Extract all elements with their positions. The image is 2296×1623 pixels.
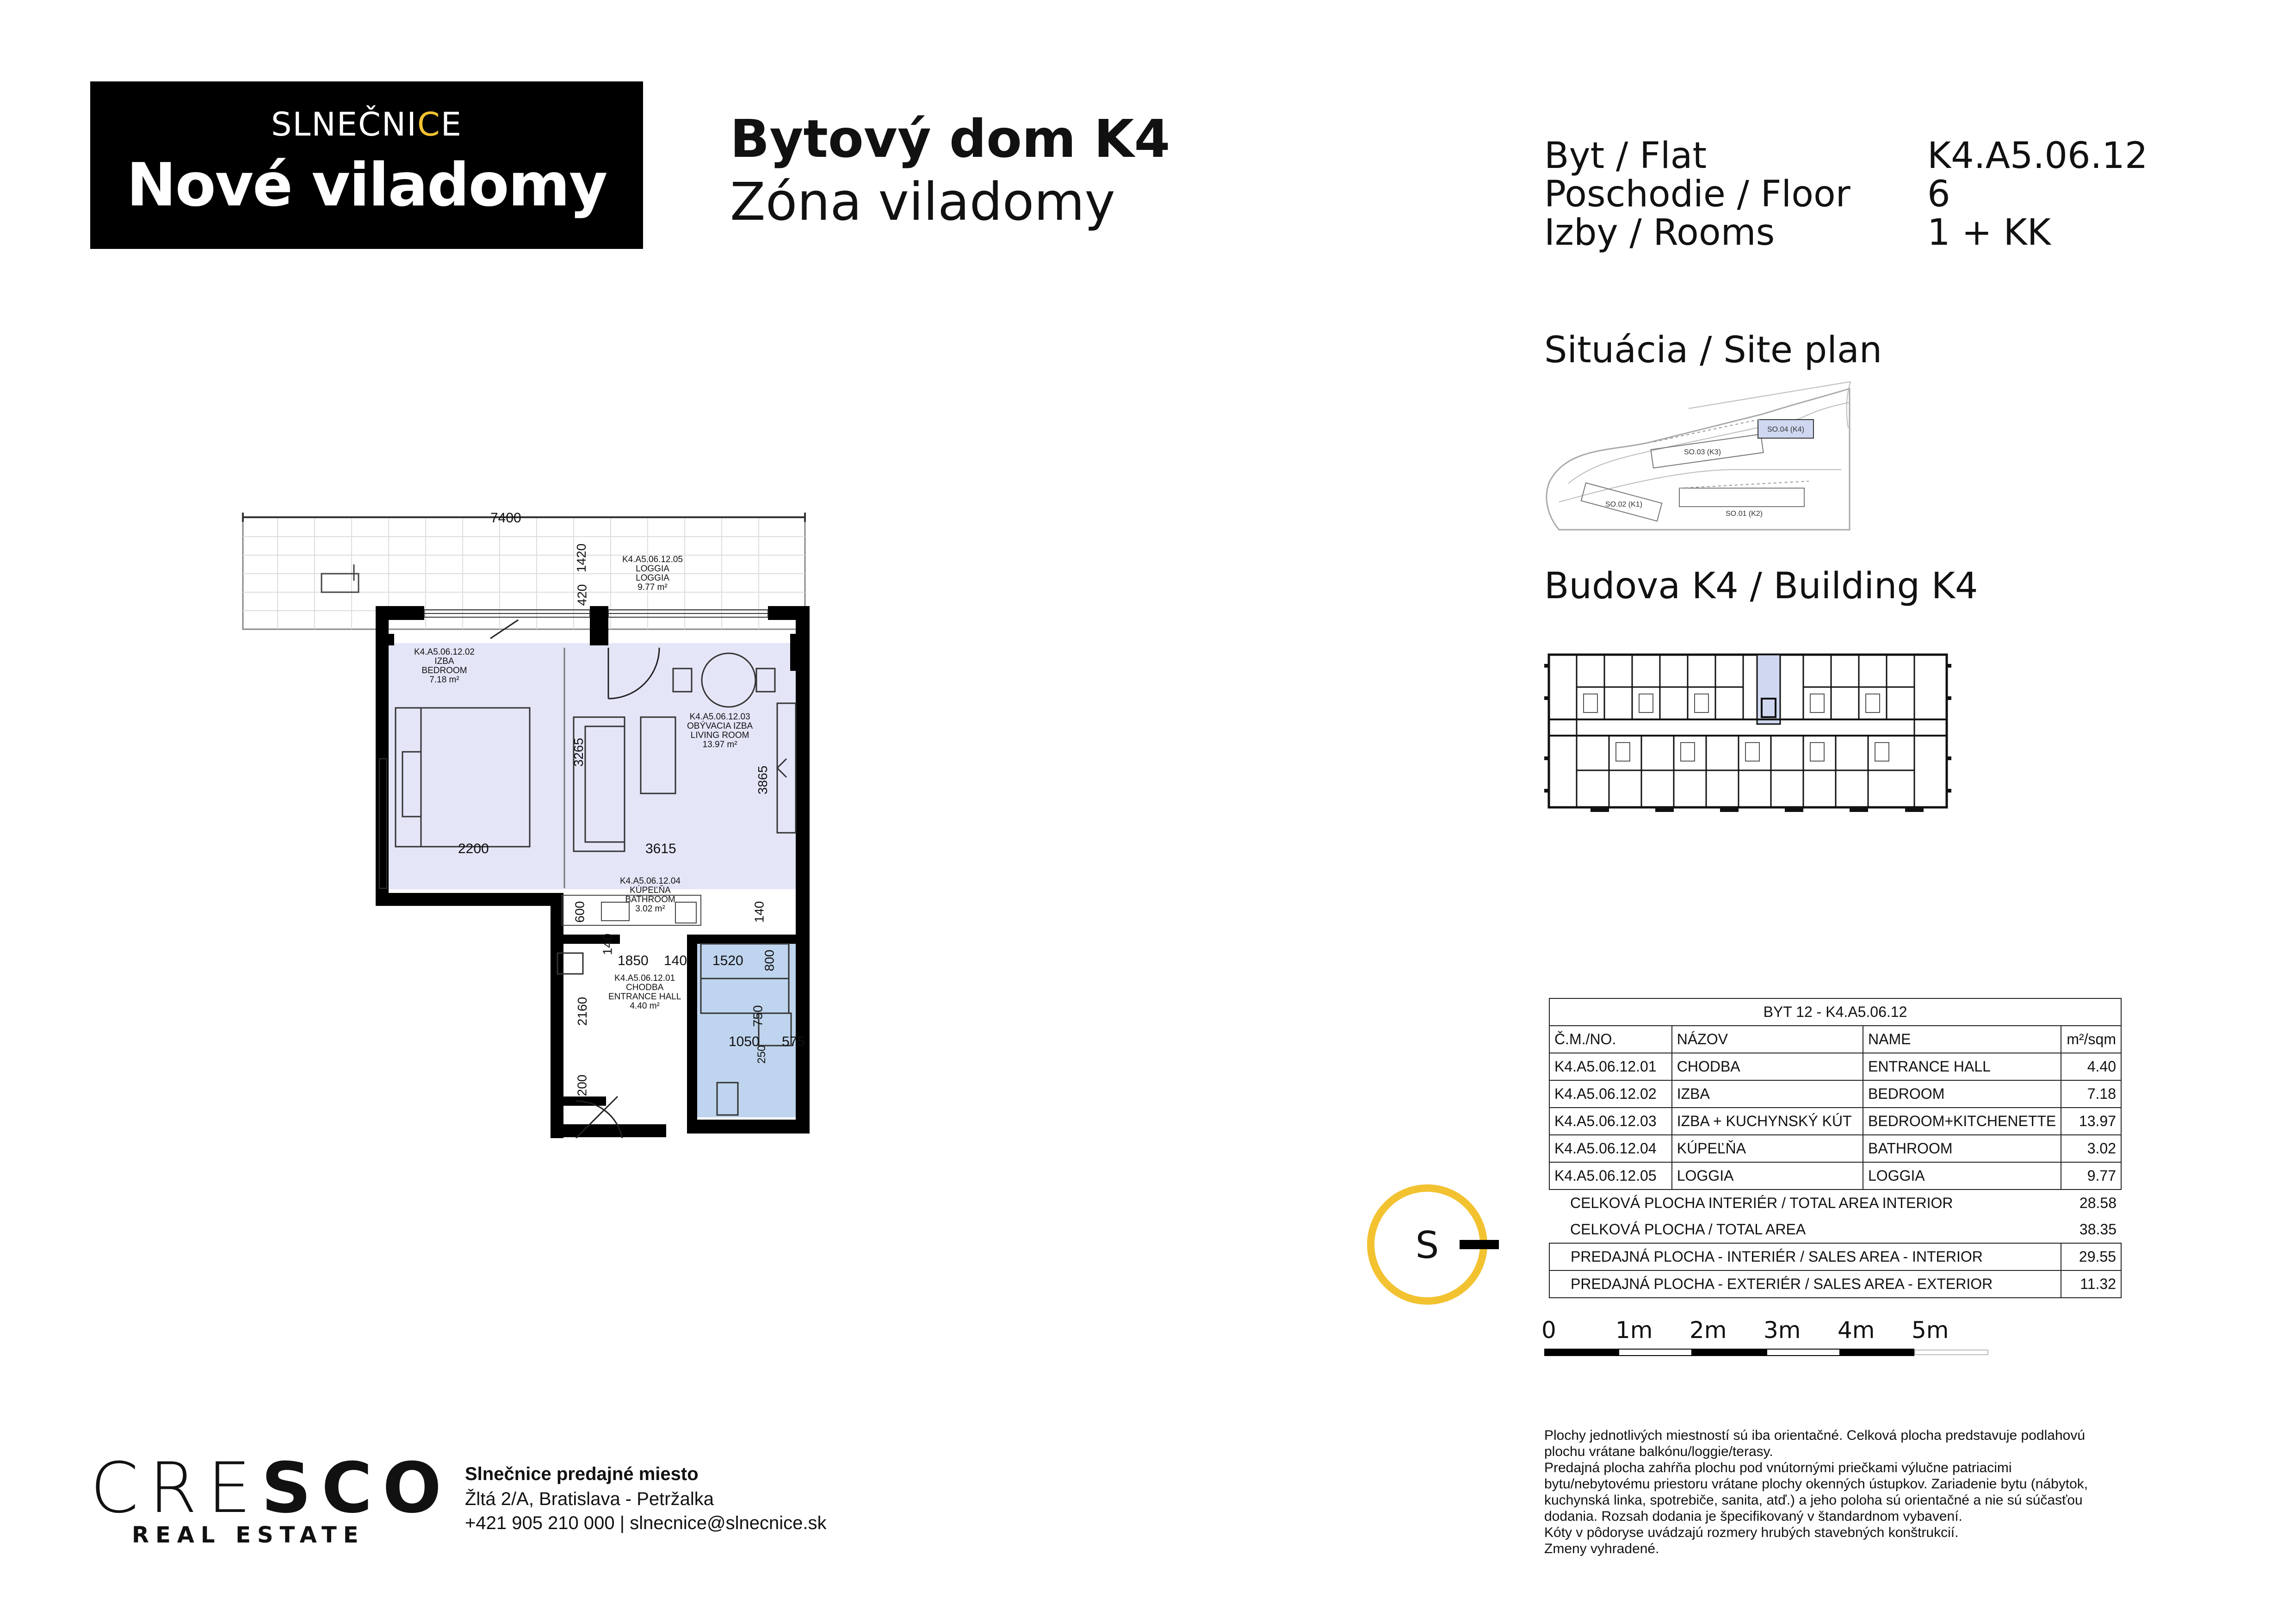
flat-label: Byt / Flat bbox=[1544, 135, 1707, 177]
scale-label: 2m bbox=[1690, 1317, 1727, 1344]
site-label-so02: SO.02 (K1) bbox=[1605, 501, 1643, 508]
dim-wc-w: 1050 bbox=[729, 1034, 760, 1049]
room-label-loggia: K4.A5.06.12.05 LOGGIA LOGGIA 9.77 m² bbox=[622, 555, 683, 592]
floor-plan bbox=[231, 500, 851, 1138]
flat-value: K4.A5.06.12 bbox=[1927, 135, 2148, 177]
room-label-bedroom: K4.A5.06.12.02 IZBA BEDROOM 7.18 m² bbox=[414, 647, 475, 685]
dim-living-h: 3865 bbox=[755, 765, 770, 795]
page-subtitle: Zóna viladomy bbox=[730, 172, 1115, 232]
building-floor-plan bbox=[1544, 650, 1951, 817]
table-row: K4.A5.06.12.03 IZBA + KUCHYNSKÝ KÚT BEDROOM+KITCHENETTE 13.97 bbox=[1549, 1108, 2121, 1135]
rooms-label: Izby / Rooms bbox=[1544, 212, 1775, 254]
table-row: K4.A5.06.12.04 KÚPEĽŇA BATHROOM 3.02 bbox=[1549, 1135, 2121, 1162]
building-heading: Budova K4 / Building K4 bbox=[1544, 565, 1978, 607]
dim-bed-w: 2200 bbox=[458, 841, 489, 856]
col-header-nazov: NÁZOV bbox=[1672, 1026, 1863, 1053]
logo bbox=[90, 81, 643, 249]
dim-140-mid: 140 bbox=[664, 953, 687, 968]
table-header-row bbox=[1549, 1026, 2121, 1053]
total-row: CELKOVÁ PLOCHA INTERIÉR / TOTAL AREA INTERIOR 28.58 bbox=[1570, 1195, 2117, 1211]
dim-living-w: 3615 bbox=[645, 841, 676, 856]
scale-label: 3m bbox=[1764, 1317, 1801, 1344]
scale-label: 0 bbox=[1541, 1317, 1556, 1344]
dim-wc-w2: 575 bbox=[782, 1034, 805, 1049]
dim-hall-h: 2160 bbox=[575, 997, 590, 1026]
site-plan-map bbox=[1541, 377, 1855, 532]
contact-title: Slnečnice predajné miesto bbox=[465, 1464, 699, 1484]
dim-bed-h: 3265 bbox=[571, 737, 586, 767]
cresco-logo: CRESCO bbox=[90, 1448, 452, 1529]
area-table bbox=[1549, 998, 2122, 1298]
page-title: Bytový dom K4 bbox=[730, 109, 1170, 169]
compass-label: S bbox=[1415, 1224, 1439, 1267]
dim-140-left: 140 bbox=[600, 933, 615, 955]
dim-bath-w: 1520 bbox=[712, 953, 743, 968]
table-caption: BYT 12 - K4.A5.06.12 bbox=[1549, 998, 2121, 1026]
dim-loggia-h2: 420 bbox=[575, 584, 589, 606]
room-label-hall: K4.A5.06.12.01 CHODBA ENTRANCE HALL 4.40 m² bbox=[608, 973, 681, 1011]
dim-wc-h2: 250 bbox=[755, 1045, 768, 1064]
site-label-so03: SO.03 (K3) bbox=[1684, 448, 1721, 456]
room-label-living: K4.A5.06.12.03 OBÝVACIA IZBA LIVING ROOM 13.97 m² bbox=[687, 712, 753, 750]
cresco-subtitle: REAL ESTATE bbox=[132, 1522, 365, 1548]
dim-wc-h: 750 bbox=[750, 1005, 765, 1027]
compass-icon bbox=[1367, 1180, 1515, 1309]
rooms-value: 1 + KK bbox=[1927, 212, 2051, 254]
sales-row: PREDAJNÁ PLOCHA - EXTERIÉR / SALES AREA - EXTERIOR 11.32 bbox=[1549, 1270, 2121, 1298]
site-label-so04: SO.04 (K4) bbox=[1767, 426, 1805, 434]
site-plan-heading: Situácia / Site plan bbox=[1544, 329, 1882, 371]
dim-hall-w: 1850 bbox=[618, 953, 649, 968]
room-label-bathroom: K4.A5.06.12.04 KÚPEĽŇA BATHROOM 3.02 m² bbox=[620, 876, 681, 914]
table-row: K4.A5.06.12.05 LOGGIA LOGGIA 9.77 bbox=[1549, 1162, 2121, 1189]
col-header-no: Č.M./NO. bbox=[1549, 1026, 1672, 1053]
brand-wordmark: SLNEČNICE bbox=[271, 105, 463, 143]
loggia-area bbox=[243, 513, 805, 629]
dim-top: 7400 bbox=[490, 510, 521, 526]
dim-bath-h2: 800 bbox=[762, 949, 777, 972]
contact-phone-email: +421 905 210 000 | slnecnice@slnecnice.sk bbox=[465, 1513, 827, 1533]
table-row: K4.A5.06.12.01 CHODBA ENTRANCE HALL 4.40 bbox=[1549, 1053, 2121, 1080]
dim-loggia-h: 1420 bbox=[574, 543, 589, 573]
project-name: Nové viladomy bbox=[126, 151, 607, 220]
scale-label: 5m bbox=[1912, 1317, 1949, 1344]
disclaimer: Plochy jednotlivých miestností sú iba orientačné. Celková plocha predstavuje podlahovú plochu vrátane balkónu/loggie/terasy. Predajná plocha zahŕňa plochu pod vnútornými priečkami výlučne patriacimi bytu/nebytovému priestoru vrátane plochy okenných ústupkov. Zariadenie bytu (nábytok, kuchynská linka, spotrebiče, sanita, atď.) a jeho poloha sú orientačné a nie sú súčasťou dodania. Rozsah dodania je špecifikovaný v štandardnom vybavení. Kóty v pôdoryse uvádzajú rozmery hrubých stavebných konštrukcií. Zmeny vyhradené. bbox=[1544, 1428, 2088, 1556]
dim-entry-h: 200 bbox=[575, 1074, 589, 1096]
contact-address: Žltá 2/A, Bratislava - Petržalka bbox=[465, 1489, 714, 1509]
col-header-sqm: m²/sqm bbox=[2061, 1026, 2121, 1053]
dim-bath-h: 600 bbox=[572, 901, 587, 923]
sales-row: PREDAJNÁ PLOCHA - INTERIÉR / SALES AREA - INTERIOR 29.55 bbox=[1549, 1243, 2121, 1270]
floor-value: 6 bbox=[1927, 173, 1950, 215]
col-header-name: NAME bbox=[1863, 1026, 2061, 1053]
scale-bar bbox=[1544, 1349, 1988, 1358]
total-row: CELKOVÁ PLOCHA / TOTAL AREA 38.35 bbox=[1570, 1221, 2117, 1238]
scale-label: 4m bbox=[1838, 1317, 1875, 1344]
table-row: K4.A5.06.12.02 IZBA BEDROOM 7.18 bbox=[1549, 1080, 2121, 1108]
dim-140-right: 140 bbox=[752, 901, 767, 923]
site-label-so01: SO.01 (K2) bbox=[1726, 510, 1763, 518]
floor-label: Poschodie / Floor bbox=[1544, 173, 1850, 215]
scale-label: 1m bbox=[1615, 1317, 1653, 1344]
